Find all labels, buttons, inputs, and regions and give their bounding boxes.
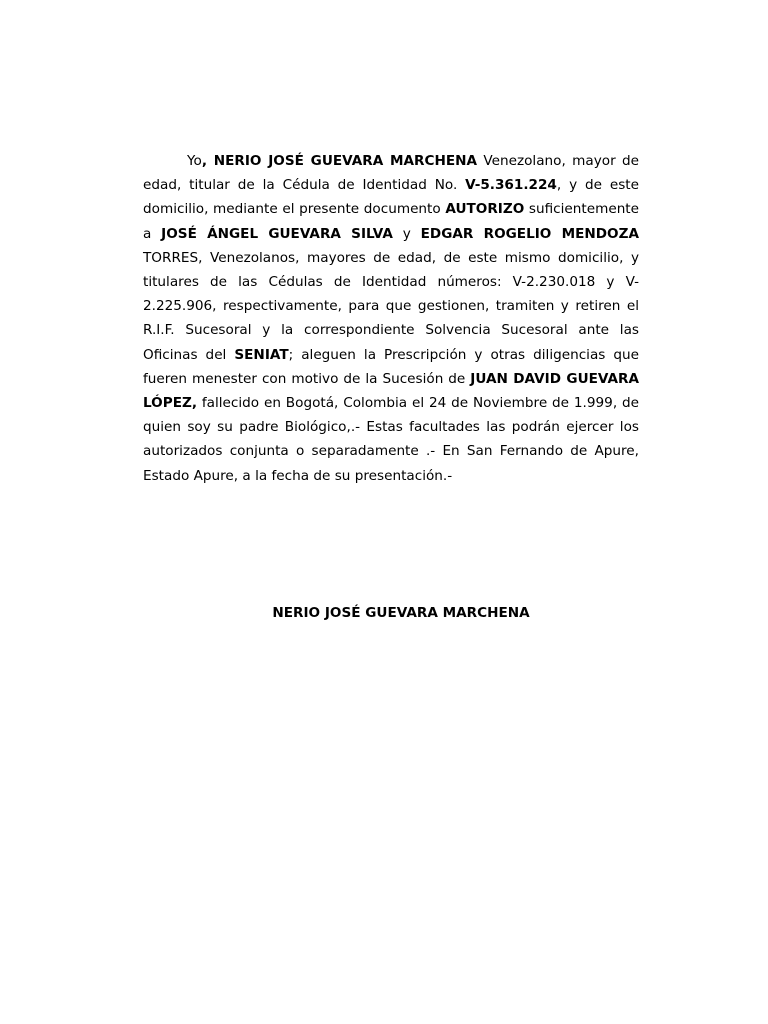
paragraph-run: Yo [187,153,202,169]
paragraph-run-bold: , NERIO JOSÉ GUEVARA MARCHENA [201,153,478,169]
paragraph-run-bold: EDGAR ROGELIO MENDOZA [420,225,639,242]
paragraph-run: ; aleguen la Prescripción y otras diligencias que fueren menester con motivo de la Sucesión de [143,346,639,387]
paragraph-run-bold: JUAN DAVID GUEVARA LÓPEZ, [143,370,640,412]
paragraph-run-bold: AUTORIZO [445,201,525,218]
paragraph-run-bold: SENIAT [234,346,289,363]
paragraph-run: suficientemente a [143,201,640,242]
paragraph-run: fallecido en Bogotá, Colombia el 24 de Noviembre de 1.999, de quien soy su padre Biológico,.- Estas facultades las podrán ejercer los autorizados conjunta o separadamente .- En San Fernando de Apure, Estado Apure, a la fecha de su presentación.- [143,395,639,484]
paragraph-run: y [392,225,421,242]
authorization-paragraph [143,149,639,488]
paragraph-run: TORRES, Venezolanos, mayores de edad, de este mismo domicilio, y titulares de las Cédulas de Identidad números: V-2.230.018 y V-2.225.906, respectivamente, para que gestionen, tramiten y retiren el R.I.F. Sucesoral y la correspondiente Solvencia Sucesoral ante las Oficinas del [143,249,639,363]
signature-name: NERIO JOSÉ GUEVARA MARCHENA [272,605,530,621]
paragraph-run: , y de este domicilio, mediante el presente documento [143,177,639,218]
paragraph-run-bold: V-5.361.224 [465,177,557,194]
paragraph-run: Venezolano, mayor de edad, titular de la Cédula de Identidad No. [143,153,639,194]
paragraph-run-bold: JOSÉ ÁNGEL GUEVARA SILVA [161,225,393,242]
